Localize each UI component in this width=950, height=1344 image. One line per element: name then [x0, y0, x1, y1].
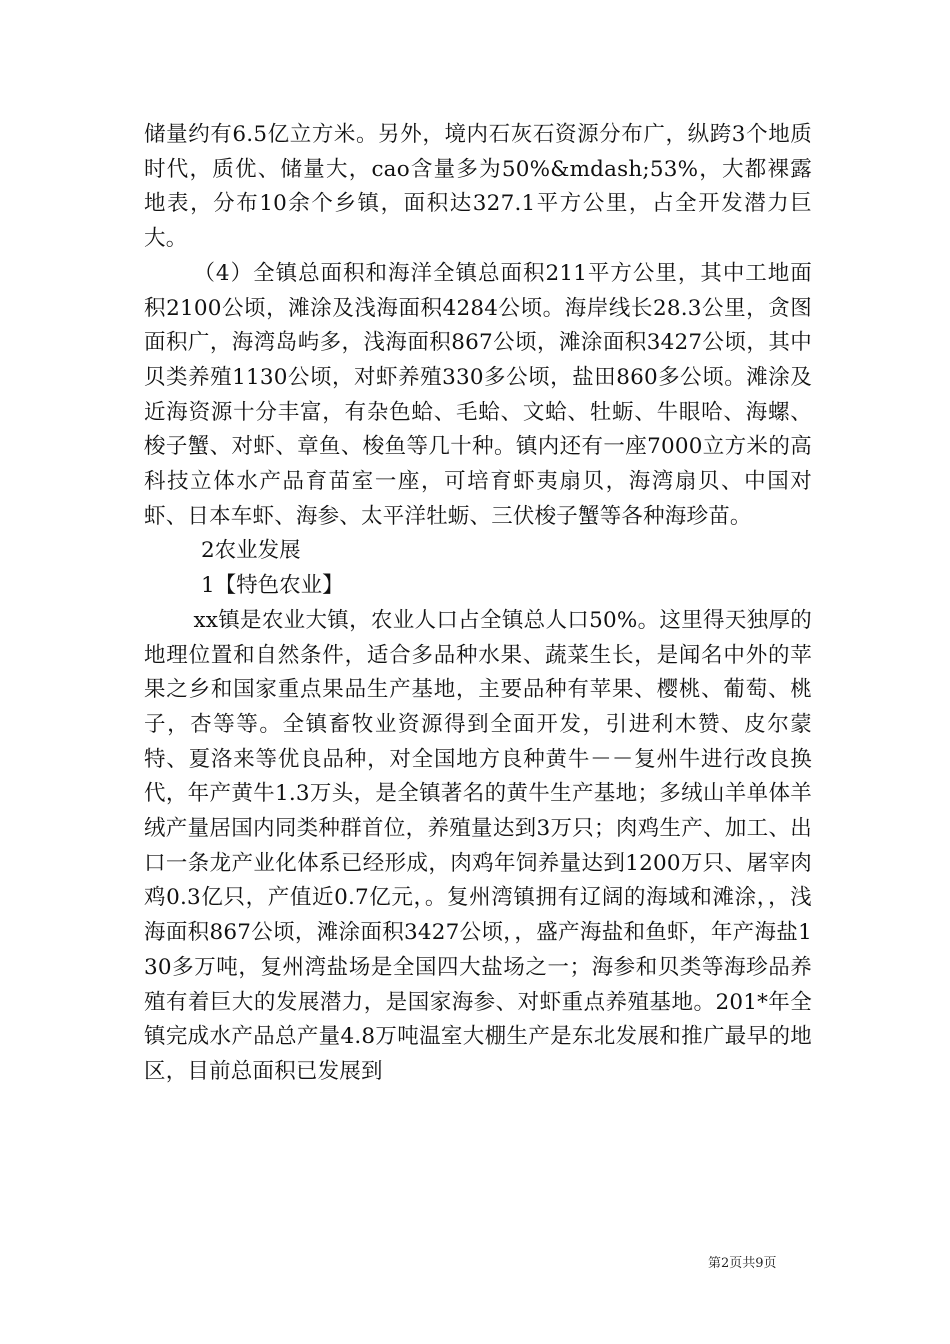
document-body: [144, 118, 812, 1090]
paragraph-ocean-area: （4）全镇总面积和海洋全镇总面积211平方公里，其中工地面积2100公顷，滩涂及浅海面积4284公顷。海岸线长28.3公里，贪图面积广，海湾岛屿多，浅海面积867公顷，滩涂面积3427公顷，其中贝类养殖1130公顷，对虾养殖330多公顷，盐田860多公顷。滩涂及近海资源十分丰富，有杂色蛤、毛蛤、文蛤、牡蛎、牛眼哈、海螺、梭子蟹、对虾、章鱼、梭鱼等几十种。镇内还有一座7000立方米的高科技立体水产品育苗室一座，可培育虾夷扇贝，海湾扇贝、中国对虾、日本车虾、海参、太平洋牡蛎、三伏梭子蟹等各种海珍苗。: [144, 260, 812, 529]
paragraph-agriculture: xx镇是农业大镇，农业人口占全镇总人口50%。这里得天独厚的地理位置和自然条件，适合多品种水果、蔬菜生长，是闻名中外的苹果之乡和国家重点果品生产基地，主要品种有苹果、樱桃、葡萄、桃子，杏等等。全镇畜牧业资源得到全面开发，引进利木赞、皮尔蒙特、夏洛来等优良品种，对全国地方良种黄牛－－复州牛进行改良换代，年产黄牛1.3万头，是全镇著名的黄牛生产基地；多绒山羊单体羊绒产量居国内同类种群首位，养殖量达到3万只；肉鸡生产、加工、出口一条龙产业化体系已经形成，肉鸡年饲养量达到1200万只、屠宰肉鸡0.3亿只，产值近0.7亿元，。复州湾镇拥有辽阔的海域和滩涂，，浅海面积867公顷，滩涂面积3427公顷，，盛产海盐和鱼虾，年产海盐130多万吨，复州湾盐场是全国四大盐场之一；海参和贝类等海珍品养殖有着巨大的发展潜力，是国家海参、对虾重点养殖基地。201*年全镇完成水产品总产量4.8万吨温室大棚生产是东北发展和推广最早的地区，目前总面积已发展到: [144, 607, 812, 1084]
subsection-heading-special-agriculture: 1【特色农业】: [201, 573, 344, 599]
page-number: 第2页共9页: [708, 1256, 777, 1271]
section-heading-agriculture: 2农业发展: [201, 538, 301, 564]
paragraph-limestone: 储量约有6.5亿立方米。另外，境内石灰石资源分布广，纵跨3个地质时代，质优、储量大，cao含量多为50%&mdash;53%，大都裸露地表，分布10余个乡镇，面积达327.1平方公里，占全开发潜力巨大。: [144, 122, 812, 252]
